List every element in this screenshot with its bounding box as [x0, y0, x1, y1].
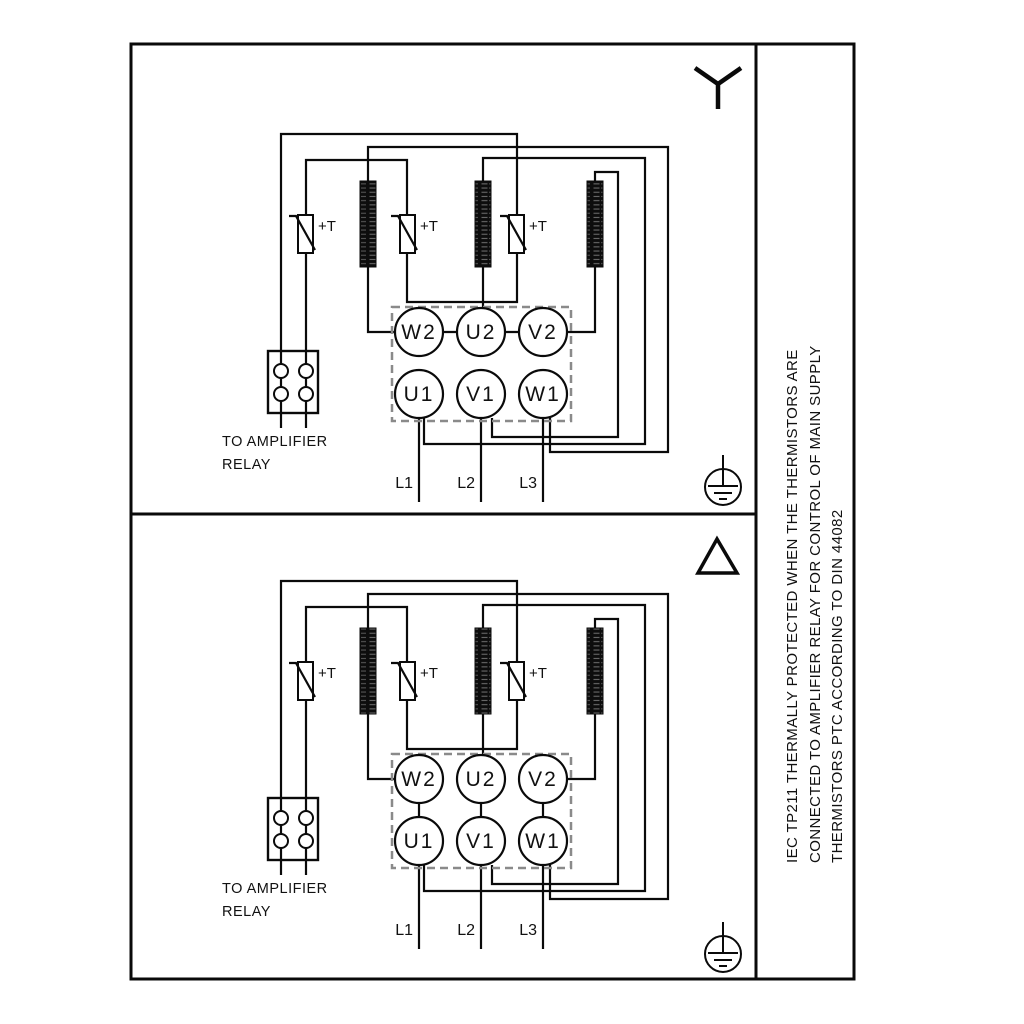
terminal-label: V2: [528, 768, 558, 791]
thermistor-symbol-3: [500, 215, 526, 253]
terminal-label: U1: [403, 383, 435, 406]
star-symbol-icon: [695, 68, 741, 109]
relay-caption-line2: RELAY: [222, 904, 271, 920]
terminal-u2: [457, 755, 505, 803]
supply-label-l3: L3: [519, 922, 537, 939]
supply-label-l1: L1: [395, 475, 413, 492]
terminal-w2: [395, 308, 443, 356]
thermistor-label: +T: [318, 665, 336, 682]
supply-label-l1: L1: [395, 922, 413, 939]
relay-pin: [274, 811, 288, 825]
thermistor-label: +T: [529, 218, 547, 235]
delta-bridge-links: [419, 803, 543, 817]
thermistor-label: +T: [318, 218, 336, 235]
winding-coil-w: [360, 181, 376, 267]
terminal-w2: [395, 755, 443, 803]
thermistor-symbol-1: [289, 662, 315, 700]
terminal-label: V1: [466, 383, 496, 406]
supply-label-l3: L3: [519, 475, 537, 492]
supply-label-l2: L2: [457, 475, 475, 492]
terminal-v2: [519, 308, 567, 356]
terminal-label: W2: [401, 321, 437, 344]
amplifier-relay-connector: [268, 798, 318, 860]
relay-pin: [274, 834, 288, 848]
terminal-label: U2: [465, 321, 497, 344]
winding-coil-u: [475, 628, 491, 714]
winding-coil-v: [587, 628, 603, 714]
panel-star: [222, 68, 741, 505]
thermistor-label: +T: [420, 218, 438, 235]
note-column: [784, 345, 846, 863]
relay-pin: [299, 834, 313, 848]
delta-symbol-icon: [698, 539, 737, 573]
terminal-label: W1: [525, 830, 561, 853]
earth-ground-icon: [705, 455, 741, 505]
terminal-w1: [519, 370, 567, 418]
terminal-label: V1: [466, 830, 496, 853]
terminal-v1: [457, 817, 505, 865]
relay-pin: [274, 387, 288, 401]
thermistor-symbol-1: [289, 215, 315, 253]
relay-pin: [299, 364, 313, 378]
terminal-label: V2: [528, 321, 558, 344]
relay-caption-line1: TO AMPLIFIER: [222, 434, 328, 450]
terminal-u1: [395, 370, 443, 418]
terminal-u1: [395, 817, 443, 865]
relay-pin: [299, 387, 313, 401]
earth-ground-icon: [705, 922, 741, 972]
terminal-v2: [519, 755, 567, 803]
amplifier-relay-connector: [268, 351, 318, 413]
winding-coil-v: [587, 181, 603, 267]
terminal-label: W1: [525, 383, 561, 406]
note-line-3: THERMISTORS PTC ACCORDING TO DIN 44082: [829, 509, 846, 863]
terminal-label: U1: [403, 830, 435, 853]
note-line-2: CONNECTED TO AMPLIFIER RELAY FOR CONTROL OF MAIN SUPPLY: [807, 345, 824, 863]
winding-coil-u: [475, 181, 491, 267]
terminal-v1: [457, 370, 505, 418]
terminal-u2: [457, 308, 505, 356]
relay-pin: [274, 364, 288, 378]
thermistor-symbol-2: [391, 215, 417, 253]
terminal-label: W2: [401, 768, 437, 791]
relay-caption-line1: TO AMPLIFIER: [222, 881, 328, 897]
thermistor-label: +T: [420, 665, 438, 682]
thermistor-symbol-3: [500, 662, 526, 700]
terminal-w1: [519, 817, 567, 865]
winding-coil-w: [360, 628, 376, 714]
panel-delta: [222, 539, 741, 972]
relay-pin: [299, 811, 313, 825]
note-line-1: IEC TP211 THERMALLY PROTECTED WHEN THE THERMISTORS ARE: [784, 349, 801, 863]
relay-caption-line2: RELAY: [222, 457, 271, 473]
terminal-label: U2: [465, 768, 497, 791]
supply-label-l2: L2: [457, 922, 475, 939]
thermistor-symbol-2: [391, 662, 417, 700]
thermistor-label: +T: [529, 665, 547, 682]
